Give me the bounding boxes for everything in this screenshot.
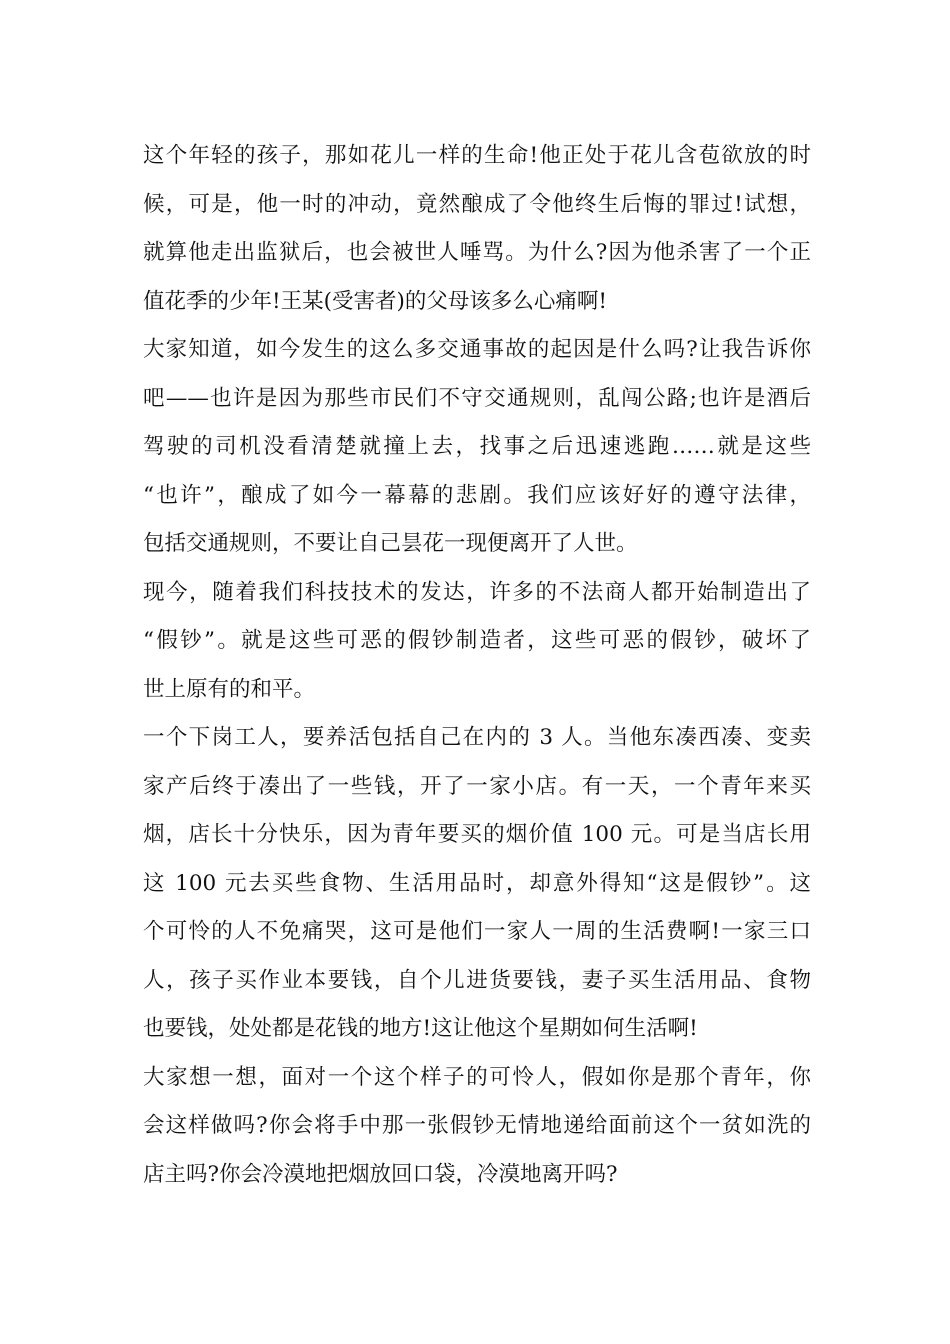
- paragraph-1: [143, 132, 811, 326]
- text-line: 世上原有的和平。: [143, 676, 316, 702]
- text-line: 现今，随着我们科技技术的发达，许多的不法商人都开始制造出了: [143, 579, 811, 605]
- text-line: 驾驶的司机没看清楚就撞上去，找事之后迅速逃跑……就是这些: [143, 434, 811, 459]
- text-line: 值花季的少年!王某(受害者)的父母该多么心痛啊!: [143, 288, 608, 314]
- text-line: 会这样做吗?你会将手中那一张假钞无情地递给面前这个一贫如洗的: [143, 1113, 811, 1138]
- paragraph-5: [143, 1054, 811, 1200]
- text-line: 大家知道，如今发生的这么多交通事故的起因是什么吗?让我告诉你: [143, 337, 811, 362]
- text-line: 也要钱，处处都是花钱的地方!这让他这个星期如何生活啊!: [143, 1016, 698, 1041]
- text-line: 包括交通规则，不要让自己昙花一现便离开了人世。: [143, 531, 638, 556]
- paragraph-3: [143, 569, 811, 715]
- paragraph-4: [143, 714, 811, 1054]
- document-body: [143, 132, 811, 1199]
- text-line: “也许”，酿成了如今一幕幕的悲剧。我们应该好好的遵守法律，: [143, 482, 811, 508]
- text-line: 吧——也许是因为那些市民们不守交通规则，乱闯公路;也许是酒后: [143, 385, 811, 411]
- text-line: 家产后终于凑出了一些钱，开了一家小店。有一天，一个青年来买: [143, 773, 811, 799]
- text-line: 这 100 元去买些食物、生活用品时，却意外得知“这是假钞”。这: [143, 870, 811, 896]
- text-line: 就算他走出监狱后，也会被世人唾骂。为什么?因为他杀害了一个正: [143, 240, 811, 265]
- paragraph-2: [143, 326, 811, 569]
- text-line: 大家想一想，面对一个这个样子的可怜人，假如你是那个青年，你: [143, 1064, 811, 1090]
- text-line: 个可怜的人不免痛哭，这可是他们一家人一周的生活费啊!一家三口: [143, 919, 811, 944]
- text-line: 人，孩子买作业本要钱，自个儿进货要钱，妻子买生活用品、食物: [143, 967, 811, 993]
- text-line: 一个下岗工人，要养活包括自己在内的 3 人。当他东凑西凑、变卖: [143, 725, 811, 750]
- text-line: “假钞”。就是这些可恶的假钞制造者，这些可恶的假钞，破坏了: [143, 628, 811, 653]
- text-line: 候，可是，他一时的冲动，竟然酿成了令他终生后悔的罪过!试想，: [143, 191, 811, 217]
- text-line: 这个年轻的孩子，那如花儿一样的生命!他正处于花儿含苞欲放的时: [143, 143, 811, 168]
- text-line: 店主吗?你会冷漠地把烟放回口袋，冷漠地离开吗?: [143, 1161, 618, 1187]
- text-line: 烟，店长十分快乐，因为青年要买的烟价值 100 元。可是当店长用: [143, 822, 811, 847]
